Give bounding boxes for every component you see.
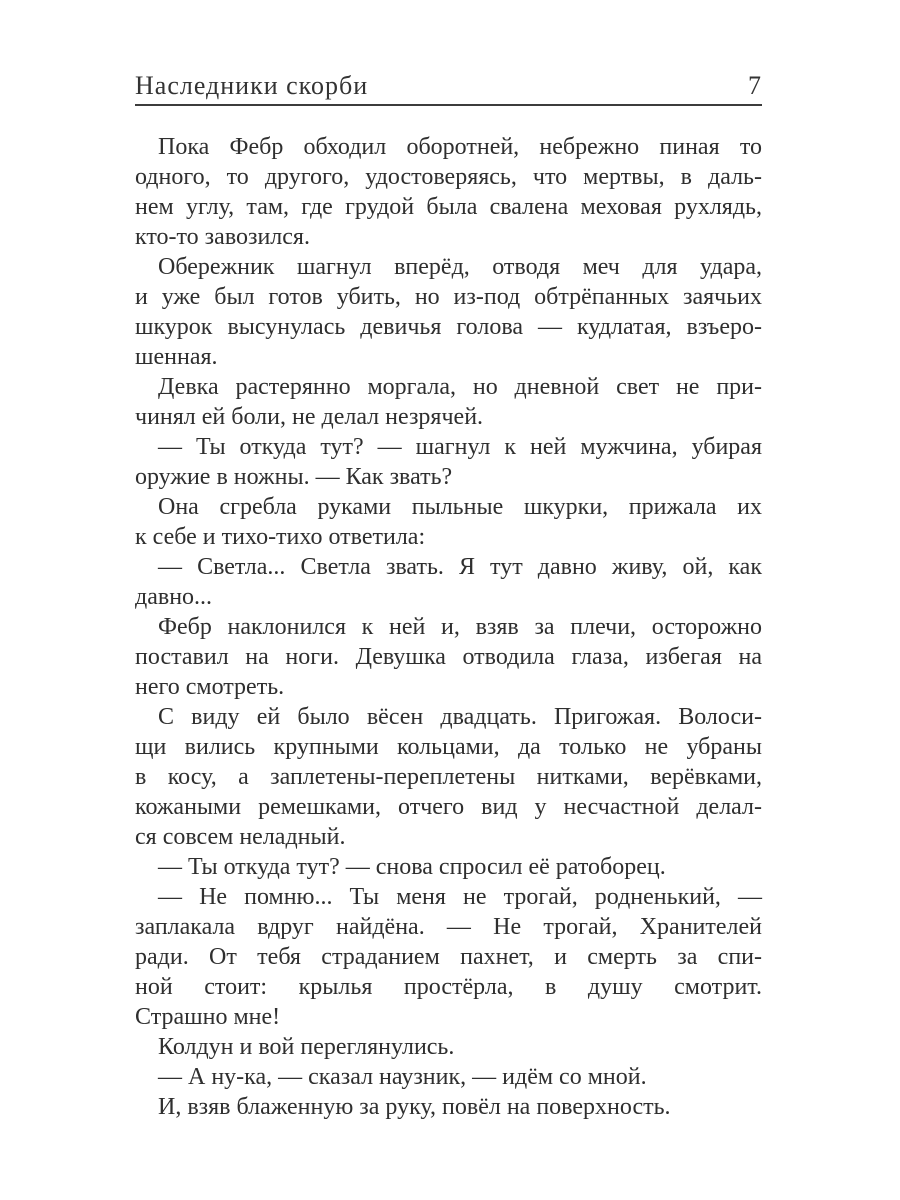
text-line: — Ты откуда тут? — снова спросил её ратоборец. (158, 854, 666, 880)
paragraph (135, 1032, 762, 1062)
text-line: — Не помню... Ты меня не трогай, родненький, — (158, 884, 762, 910)
text-line: Обережник шагнул вперёд, отводя меч для удара, (158, 254, 762, 280)
paragraph (135, 252, 762, 372)
body-text (135, 132, 762, 1122)
text-line: Она сгребла руками пыльные шкурки, прижала их (158, 494, 762, 520)
running-head-title: Наследники скорби (135, 71, 369, 100)
paragraph (135, 372, 762, 432)
text-line: — Светла... Светла звать. Я тут давно живу, ой, как (158, 554, 762, 580)
paragraph (135, 432, 762, 492)
text-line: — А ну-ка, — сказал наузник, — идём со мной. (158, 1064, 647, 1090)
text-line: кожаными ремешками, отчего вид у несчастной делал- (135, 794, 762, 820)
text-line: щи вились крупными кольцами, да только не убраны (135, 734, 762, 760)
text-line: Фебр наклонился к ней и, взяв за плечи, осторожно (158, 614, 762, 640)
text-line: шенная. (135, 344, 218, 370)
text-line: Страшно мне! (135, 1004, 281, 1030)
paragraph (135, 492, 762, 552)
text-line: ради. От тебя страданием пахнет, и смерть за спи- (135, 944, 762, 970)
paragraph (135, 1062, 762, 1092)
page-content (135, 0, 762, 1122)
text-line: Колдун и вой переглянулись. (158, 1034, 455, 1060)
paragraph (135, 882, 762, 1032)
text-line: него смотреть. (135, 674, 285, 700)
paragraph (135, 702, 762, 852)
page-number: 7 (748, 71, 762, 100)
paragraph (135, 852, 762, 882)
header-rule (135, 104, 762, 106)
paragraph (135, 612, 762, 702)
text-line: заплакала вдруг найдёна. — Не трогай, Хранителей (135, 914, 762, 940)
text-line: ной стоит: крылья простёрла, в душу смотрит. (135, 974, 762, 1000)
text-line: и уже был готов убить, но из-под обтрёпанных заячьих (135, 284, 762, 310)
running-head (135, 0, 762, 100)
text-line: оружие в ножны. — Как звать? (135, 464, 453, 490)
paragraph (135, 552, 762, 612)
text-line: к себе и тихо-тихо ответила: (135, 524, 426, 550)
text-line: нем углу, там, где грудой была свалена меховая рухлядь, (135, 194, 762, 220)
text-line: С виду ей было вёсен двадцать. Пригожая. Волоси- (158, 704, 762, 730)
text-line: шкурок высунулась девичья голова — кудлатая, взъеро- (135, 314, 762, 340)
text-line: давно... (135, 584, 213, 610)
text-line: одного, то другого, удостоверяясь, что мертвы, в даль- (135, 164, 762, 190)
text-line: поставил на ноги. Девушка отводила глаза, избегая на (135, 644, 762, 670)
text-line: Пока Фебр обходил оборотней, небрежно пиная то (158, 134, 762, 160)
text-line: — Ты откуда тут? — шагнул к ней мужчина, убирая (158, 434, 762, 460)
text-line: в косу, а заплетены-переплетены нитками, верёвками, (135, 764, 762, 790)
text-line: кто-то завозился. (135, 224, 310, 250)
text-line: И, взяв блаженную за руку, повёл на поверхность. (158, 1094, 671, 1120)
text-line: ся совсем неладный. (135, 824, 346, 850)
paragraph (135, 132, 762, 252)
paragraph (135, 1092, 762, 1122)
text-line: Девка растерянно моргала, но дневной свет не при- (158, 374, 762, 400)
text-line: чинял ей боли, не делал незрячей. (135, 404, 484, 430)
